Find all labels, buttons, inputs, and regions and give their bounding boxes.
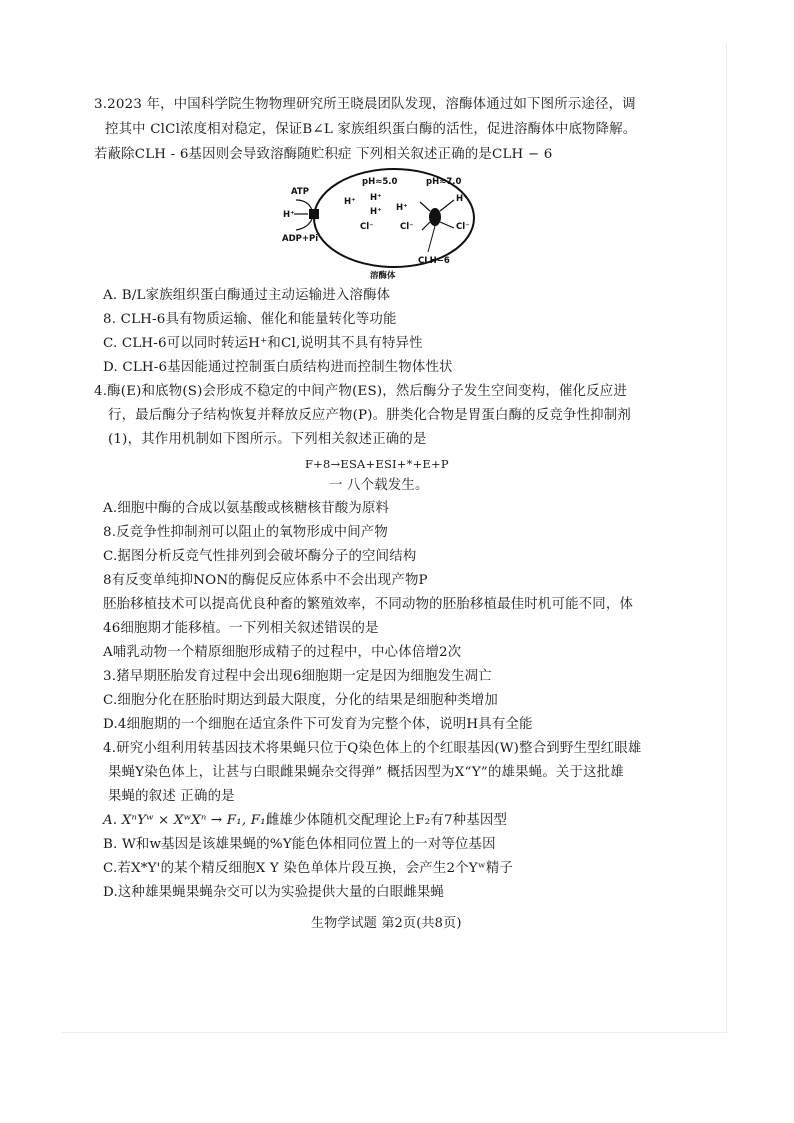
q3-option-b: 8. CLH-6具有物质运输、催化和能量转化等功能 bbox=[103, 312, 397, 327]
q6-option-c: C.若X*Y'的某个精反细胞X Y 染色单体片段互换，会产生2个Yʷ精子 bbox=[103, 861, 514, 876]
q4-stem-line-3: (1)，其作用机制如下图所示。下列相关叙述正确的是 bbox=[108, 432, 427, 447]
h-inner-3: H⁺ bbox=[370, 207, 382, 217]
q3-stem-line-3: 若蔽除CLH - 6基因则会导致溶酶随贮积症 下列相关叙述正确的是CLH − 6 bbox=[94, 147, 553, 162]
ph-inner-label: pH≈5.0 bbox=[362, 177, 398, 187]
q6-option-b: B. W和w基因是该雄果蝇的%Y能色体相同位置上的一对等位基因 bbox=[103, 837, 496, 852]
lysosome-diagram bbox=[282, 166, 492, 284]
q3-stem-line-1: 3.2023 年，中国科学院生物物理研究所王晓晨团队发现，溶酶体通过如下图所示途径，调 bbox=[94, 97, 636, 112]
q6-stem-line-3: 果蝇的叙述 正确的是 bbox=[108, 789, 235, 804]
q6-option-a-text: 雌雄少体随机交配理论上F₂有7种基因型 bbox=[265, 813, 508, 828]
q5-stem-line-1: 胚胎移植技术可以提高优良种畜的繁殖效率，不同动物的胚胎移植最佳时机可能不同，体 bbox=[103, 597, 634, 612]
q6-option-d: D.这种雄果蝇果蝇杂交可以为实验提供大量的白眼雌果蝇 bbox=[103, 885, 445, 900]
q3-stem-line-2: 控其中 ClCl浓度相对稳定，保证B∠L 家族组织蛋白酶的活性，促进溶酶体中底物降解。 bbox=[105, 122, 637, 137]
cl-right-arrow bbox=[440, 222, 454, 228]
cl-right-label: Cl⁻ bbox=[456, 222, 470, 232]
h-left-label: H⁺ bbox=[283, 210, 295, 220]
q3-option-a: A. B/L家族组织蛋白酶通过主动运输进入溶酶体 bbox=[103, 288, 391, 303]
clh6-label: CLH−6 bbox=[418, 256, 450, 266]
clh6-pointer bbox=[428, 226, 435, 252]
q5-option-c: C.细胞分化在胚胎时期达到最大限度，分化的结果是细胞种类增加 bbox=[103, 693, 498, 708]
inner-arrow-2 bbox=[422, 222, 430, 230]
q6-option-a bbox=[103, 812, 507, 830]
lysosome-label: 溶酶体 bbox=[370, 271, 396, 281]
q4-option-a: A.细胞中酶的合成以氨基酸或核糖核苷酸为原料 bbox=[103, 501, 390, 516]
atp-arrow bbox=[296, 200, 312, 210]
q4-equation-note: 一 八个载发生。 bbox=[329, 478, 429, 493]
q4-stem-line-1: 4.酶(E)和底物(S)会形成不稳定的中间产物(ES)，然后酶分子发生空间变构，催化反应进 bbox=[94, 384, 627, 399]
proton-pump bbox=[309, 209, 319, 219]
q4-option-d: 8有反变单纯抑NON的酶促反应体系中不会出现产物P bbox=[103, 573, 428, 588]
q3-option-d: D. CLH-6基因能通过控制蛋白质结构进而控制生物体性状 bbox=[103, 360, 453, 375]
h-inner-4: H⁺ bbox=[396, 203, 408, 213]
clh6-transporter bbox=[429, 208, 441, 226]
q5-option-a: A哺乳动物一个精原细胞形成精子的过程中，中心体倍增2次 bbox=[103, 645, 462, 660]
q5-option-d: D.4细胞期的一个细胞在适宜条件下可发育为完整个体，说明H具有全能 bbox=[103, 717, 533, 732]
q5-stem-line-2: 46细胞期才能移植。一下列相关叙述错误的是 bbox=[103, 621, 379, 636]
atp-label: ATP bbox=[291, 187, 309, 197]
cl-inner-1: Cl⁻ bbox=[360, 222, 374, 232]
q6-stem-line-1: 4.研究小组利用转基因技术将果蝇只位于Q染色体上的个红眼基因(W)整合到野生型红眼雄 bbox=[103, 741, 642, 756]
q4-equation: F+8→ESA+ESI+*+E+P bbox=[305, 457, 449, 471]
q4-option-c: C.据图分析反竞气性排列到会破坏酶分子的空间结构 bbox=[103, 549, 417, 564]
ph-outer-label: pH≈7.0 bbox=[426, 177, 462, 187]
cl-inner-2: Cl⁻ bbox=[400, 222, 414, 232]
q3-option-c: C. CLH-6可以同时转运H⁺和Cl,说明其不具有特异性 bbox=[103, 336, 423, 351]
adp-arrow bbox=[296, 219, 312, 230]
q4-stem-line-2: 行，最后酶分子结构恢复并释放反应产物(P)。肼类化合物是胃蛋白酶的反竞争性抑制剂 bbox=[108, 408, 631, 423]
q6-stem-line-2: 果蝇Y染色体上，让甚与白眼雌果蝇杂交得弹” 概括因型为X“Y”的雄果蝇。关于这批雄 bbox=[108, 765, 624, 780]
q5-option-b: 3.猪早期胚胎发育过程中会出现6细胞期一定是因为细胞发生凋亡 bbox=[103, 669, 492, 684]
q4-option-b: 8.反竞争性抑制剂可以阻止的氧物形成中间产物 bbox=[103, 525, 388, 540]
h-right-label: H⁺ bbox=[456, 194, 468, 204]
inner-arrow-1 bbox=[420, 202, 430, 211]
q6-option-a-formula: A. XⁿYʷ × XʷXⁿ → F₁, F₁ bbox=[103, 813, 266, 828]
h-inner-1: H⁺ bbox=[344, 197, 356, 207]
h-inner-2: H⁺ bbox=[370, 193, 382, 203]
adp-label: ADP+Pi bbox=[282, 234, 319, 244]
page-footer: 生物学试题 第2页(共8页) bbox=[311, 916, 462, 931]
h-right-arrow bbox=[440, 200, 454, 211]
